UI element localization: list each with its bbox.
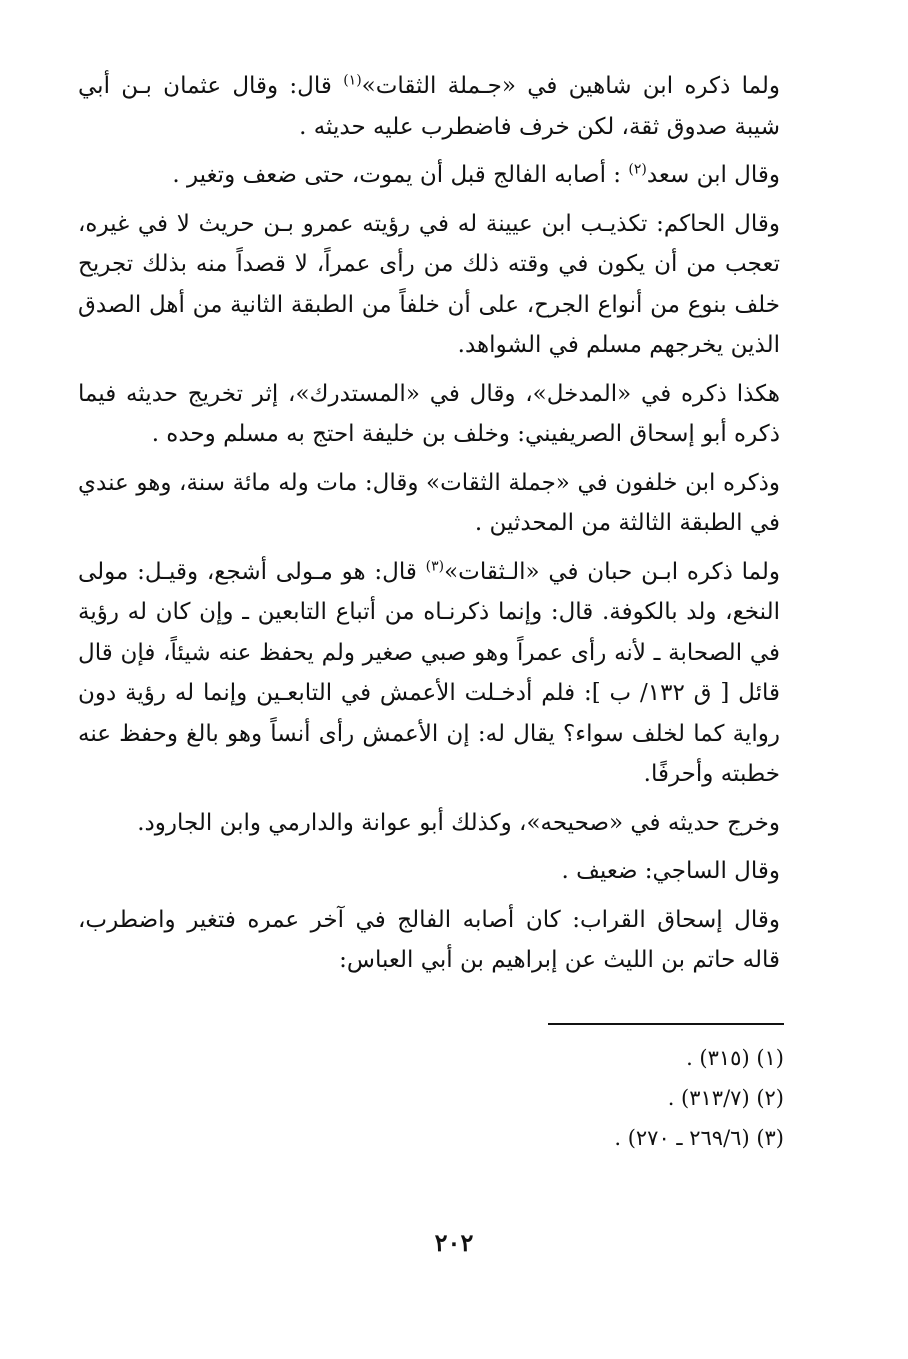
paragraph-5: وذكره ابن خلفون في «جملة الثقات» وقال: مات وله مائة سنة، وهو عندي في الطبقة الثالثة من المحدثين . — [78, 469, 780, 536]
footnote-ref-3: (٣) — [425, 557, 445, 574]
paragraph-7: وخرج حديثه في «صحيحه»، وكذلك أبو عوانة والدارمي وابن الجارود. — [137, 809, 780, 836]
footnotes — [400, 1038, 784, 1158]
footnote-3: (٣) (٢٦٩/٦ ـ ٢٧٠) . — [614, 1126, 784, 1150]
footnote-2: (٢) (٣١٣/٧) . — [667, 1086, 784, 1110]
paragraph-9: وقال إسحاق القراب: كان أصابه الفالج في آخر عمره فتغير واضطرب، قاله حاتم بن الليث عن إبراهيم بن أبي العباس: — [78, 906, 780, 973]
footnote-separator — [548, 1023, 784, 1025]
paragraph-3: وقال الحاكم: تكذيـب ابن عيينة له في رؤيته عمرو بـن حريث لا في غيره، تعجب من أن يكون في وقته ذلك من رأى عمراً، لا قصداً منه بذلك تجريح خلف بنوع من أنواع الجرح، على أن خلفاً من الطبقة الثانية من أهل الصدق الذين يخرجهم مسلم في الشواهد. — [78, 210, 780, 358]
footnote-1: (١) (٣١٥) . — [686, 1046, 784, 1070]
footnote-ref-2: (٢) — [628, 161, 647, 178]
paragraph-6: ولما ذكره ابـن حبان في «الـثقات»$^{(٣)}$ قال: هو مـولى أشجع، وقيـل: مولى النخع، ولد بالكوفة. قال: وإنما ذكرنـاه من أتباع التابعين ـ وإن كان له رؤية في الصحابة ـ لأنه رأى عمراً وهو صبي صغير ولم يحفظ عنه شيئاً، فإن قال قائل [ ق ١٣٢/ ب ]: فلم أدخـلت الأعمش في التابعـين وإنما له رؤية دون رواية كما لخلف سواء؟ يقال له: إن الأعمش رأى أنساً وهو بالغ وحفظ عنه خطبته وأحرفًا. — [78, 557, 780, 787]
paragraph-2: وقال ابن سعد$^{(٢)}$ : أصابه الفالج قبل أن يموت، حتى ضعف وتغير . — [172, 161, 780, 188]
main-text — [78, 66, 780, 989]
paragraph-8: وقال الساجي: ضعيف . — [561, 858, 780, 884]
footnote-ref-1: (١) — [343, 72, 362, 89]
paragraph-1: ولما ذكره ابن شاهين في «جـملة الثقات»$^{(١)}$ قال: وقال عثمان بـن أبي شيبة صدوق ثقة، لكن خرف فاضطرب عليه حديثه . — [78, 72, 781, 140]
paragraph-4: هكذا ذكره في «المدخل»، وقال في «المستدرك»، إثر تخريج حديثه فيما ذكره أبو إسحاق الصريفيني: وخلف بن خليفة احتج به مسلم وحده . — [78, 380, 780, 447]
page-number: ٢٠٢ — [434, 1228, 474, 1257]
